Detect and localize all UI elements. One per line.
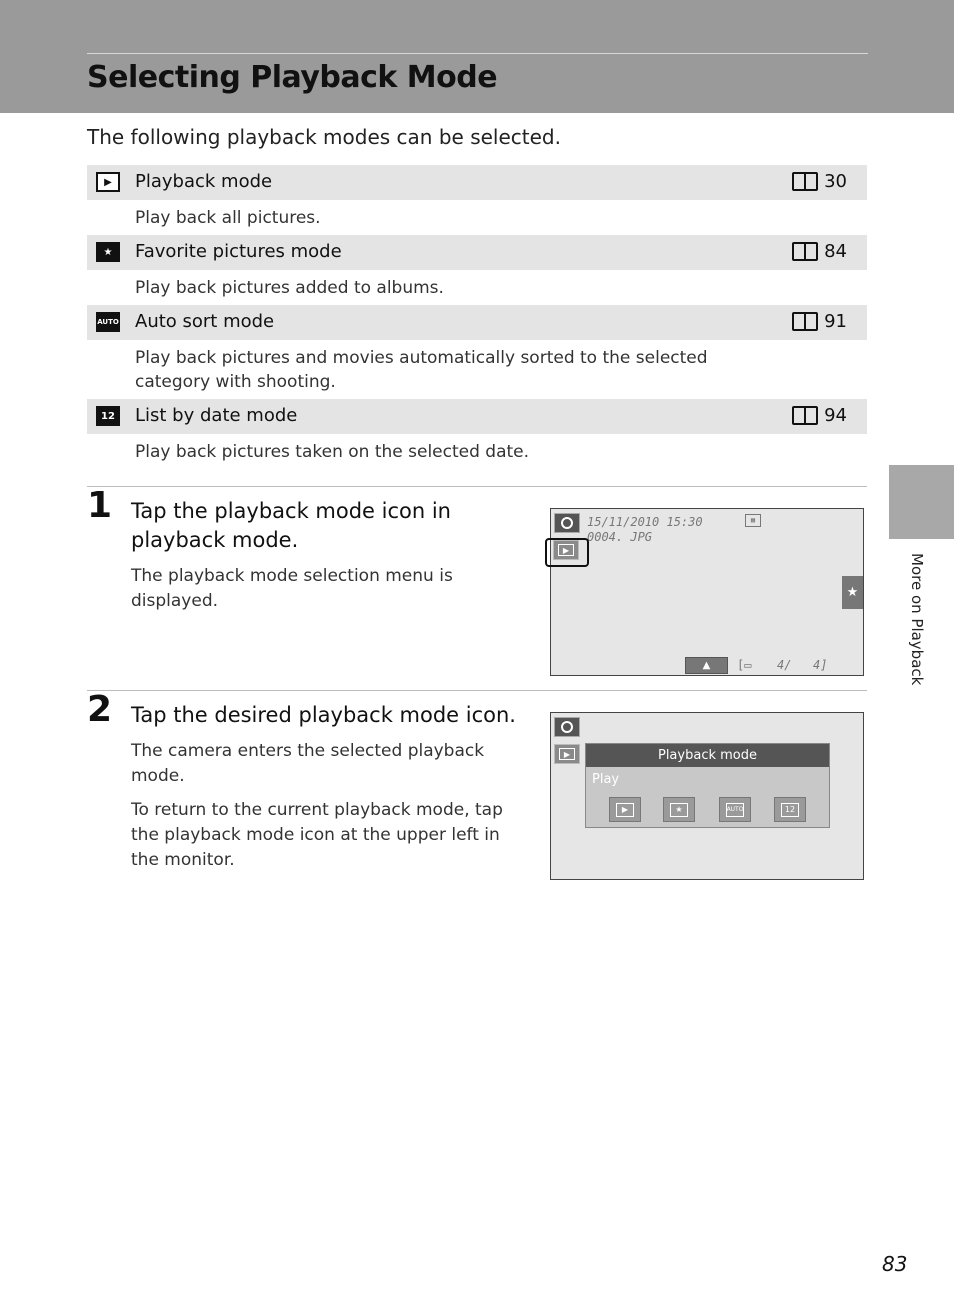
reference-page: 91 xyxy=(824,311,847,332)
book-icon xyxy=(792,312,818,331)
filename-readout: 0004. JPG xyxy=(587,530,653,544)
book-icon xyxy=(792,406,818,425)
page-number: 83 xyxy=(882,1252,908,1276)
step-text: The camera enters the selected playback mode. xyxy=(131,741,485,786)
camera-icon[interactable] xyxy=(554,717,580,737)
step-title: Tap the playback mode icon in playback mode. xyxy=(131,499,451,552)
page-reference xyxy=(792,171,847,192)
favorite-star-icon[interactable]: ★ xyxy=(842,576,863,609)
menu-title: Playback mode xyxy=(586,744,829,767)
step-number: 2 xyxy=(87,689,113,730)
mode-header xyxy=(87,399,867,434)
mode-row xyxy=(87,399,867,469)
page-reference xyxy=(792,311,847,332)
mode-description: Play back pictures and movies automatically sorted to the selected category with shooting. xyxy=(135,348,708,392)
auto-sort-icon[interactable]: AUTO xyxy=(719,797,751,822)
list-by-date-icon[interactable]: 12 xyxy=(774,797,806,822)
mode-row xyxy=(87,165,867,235)
mode-description: Play back all pictures. xyxy=(135,208,321,228)
reference-page: 30 xyxy=(824,171,847,192)
memory-icon: [▭ xyxy=(737,658,752,672)
reference-page: 84 xyxy=(824,241,847,262)
mode-description: Play back pictures added to albums. xyxy=(135,278,444,298)
step-text: To return to the current playback mode, tap the playback mode icon at the upper left in the monitor. xyxy=(131,800,503,870)
playback-mode-menu xyxy=(585,743,830,828)
intro-text: The following playback modes can be selected. xyxy=(87,125,561,149)
page-title: Selecting Playback Mode xyxy=(87,60,498,95)
page-reference xyxy=(792,241,847,262)
playback-mode-icon: ▶ xyxy=(96,172,120,192)
book-icon xyxy=(792,172,818,191)
reference-page: 94 xyxy=(824,405,847,426)
step-title: Tap the desired playback mode icon. xyxy=(131,703,516,727)
chevron-up-icon[interactable]: ▲ xyxy=(685,657,728,674)
mode-header xyxy=(87,305,867,340)
image-mode-icon: ▦ xyxy=(745,514,761,527)
step-divider xyxy=(87,486,867,487)
step-text: The playback mode selection menu is displayed. xyxy=(131,566,453,611)
playback-mode-icon[interactable]: ▶ xyxy=(554,744,580,764)
frame-counter-total: 4] xyxy=(813,658,828,672)
header-rule xyxy=(87,53,868,54)
page-reference xyxy=(792,405,847,426)
mode-name: Playback mode xyxy=(135,171,273,192)
playback-mode-icon[interactable]: ▶ xyxy=(553,540,579,560)
book-icon xyxy=(792,242,818,261)
mode-name: List by date mode xyxy=(135,405,298,426)
mode-row xyxy=(87,235,867,305)
mode-header xyxy=(87,165,867,200)
favorite-pictures-icon: ★ xyxy=(96,242,120,262)
header-band xyxy=(0,0,954,113)
mode-description: Play back pictures taken on the selected date. xyxy=(135,442,530,462)
step-number: 1 xyxy=(87,485,113,526)
list-by-date-icon: 12 xyxy=(96,406,120,426)
auto-sort-icon: AUTO xyxy=(96,312,120,332)
mode-header xyxy=(87,235,867,270)
selection-highlight xyxy=(545,538,589,567)
playback-mode-icon[interactable]: ▶ xyxy=(609,797,641,822)
mode-name: Auto sort mode xyxy=(135,311,275,332)
mode-name: Favorite pictures mode xyxy=(135,241,342,262)
menu-subtitle: Play xyxy=(592,772,620,787)
camera-icon[interactable] xyxy=(554,513,580,533)
datetime-readout: 15/11/2010 15:30 xyxy=(587,515,703,529)
favorite-pictures-icon[interactable]: ★ xyxy=(663,797,695,822)
frame-counter-current: 4/ xyxy=(777,658,792,672)
section-tab xyxy=(889,465,954,539)
step-divider xyxy=(87,690,867,691)
mode-table xyxy=(87,165,867,469)
mode-row xyxy=(87,305,867,399)
section-label: More on Playback xyxy=(908,553,926,686)
